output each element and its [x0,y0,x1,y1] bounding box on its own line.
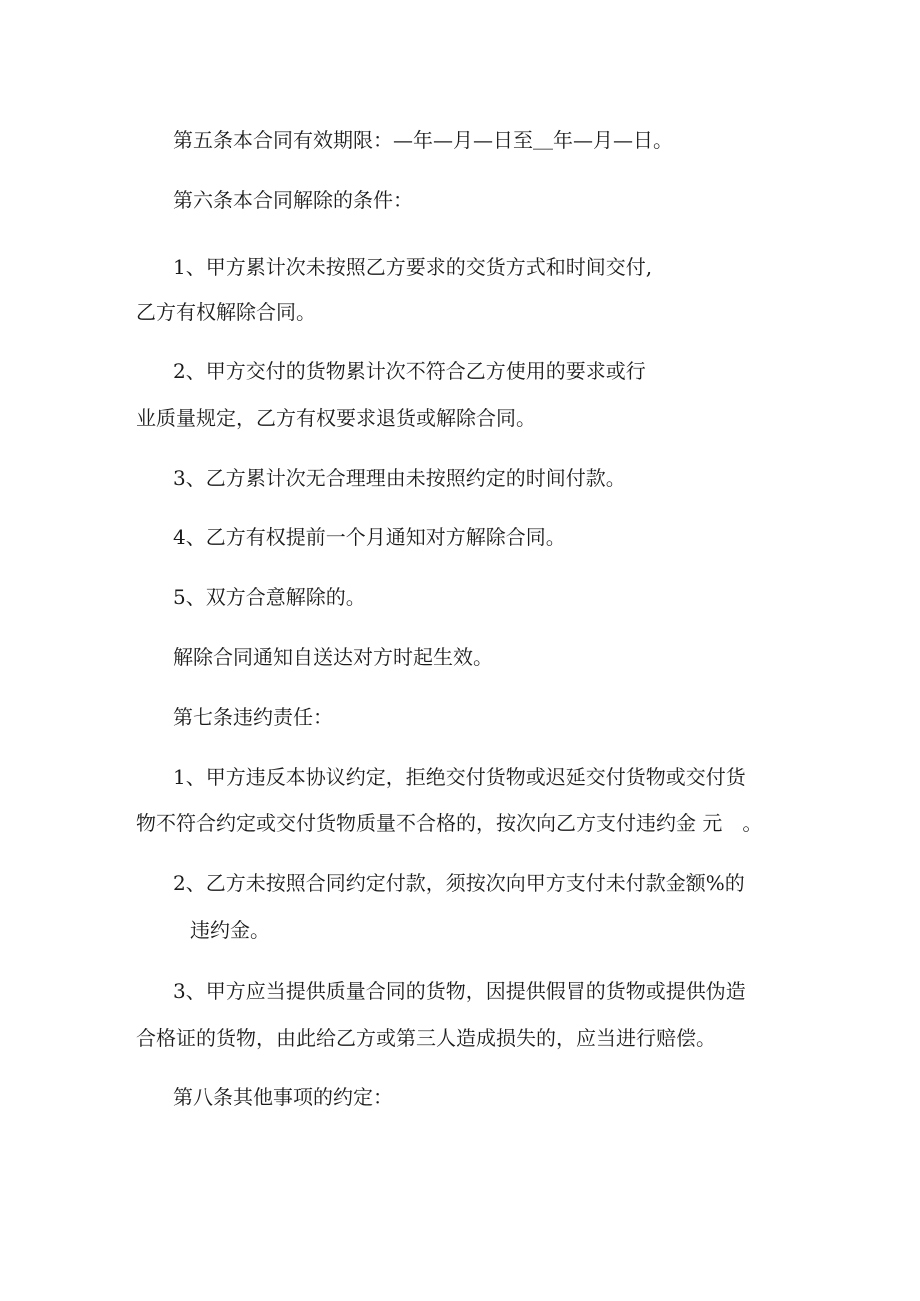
clause-6-item-3: 3、乙方累计次无合理理由未按照约定的时间付款。 [173,466,626,490]
clause-6-item-2-line-1: 2、甲方交付的货物累计次不符合乙方使用的要求或行 [173,359,646,383]
clause-6-item-2-line-2: 业质量规定，乙方有权要求退货或解除合同。 [136,406,536,430]
clause-7-item-1-line-1: 1、甲方违反本协议约定，拒绝交付货物或迟延交付货物或交付货 [173,765,746,789]
clause-7-item-2-line-2: 违约金。 [190,918,270,942]
clause-7-item-3-line-2: 合格证的货物，由此给乙方或第三人造成损失的，应当进行赔偿。 [136,1026,716,1050]
clause-6-heading: 第六条本合同解除的条件： [173,188,413,212]
clause-6-item-1-line-2: 乙方有权解除合同。 [136,300,316,324]
clause-6-item-4: 4、乙方有权提前一个月通知对方解除合同。 [173,525,566,549]
clause-6-notice: 解除合同通知自送达对方时起生效。 [173,645,493,669]
clause-5-term: 第五条本合同有效期限：—年—月—日至＿年—月—日。 [173,128,673,152]
clause-7-heading: 第七条违约责任： [173,705,333,729]
clause-7-item-3-line-1: 3、甲方应当提供质量合同的货物，因提供假冒的货物或提供伪造 [173,979,746,1003]
clause-8-heading: 第八条其他事项的约定： [173,1085,393,1109]
clause-7-item-1-line-2: 物不符合约定或交付货物质量不合格的，按次向乙方支付违约金 元 。 [136,811,763,835]
clause-6-item-1-line-1: 1、甲方累计次未按照乙方要求的交货方式和时间交付, [173,255,653,279]
clause-6-item-5: 5、双方合意解除的。 [173,585,366,609]
clause-7-item-2-line-1: 2、乙方未按照合同约定付款，须按次向甲方支付未付款金额%的 [173,871,745,895]
